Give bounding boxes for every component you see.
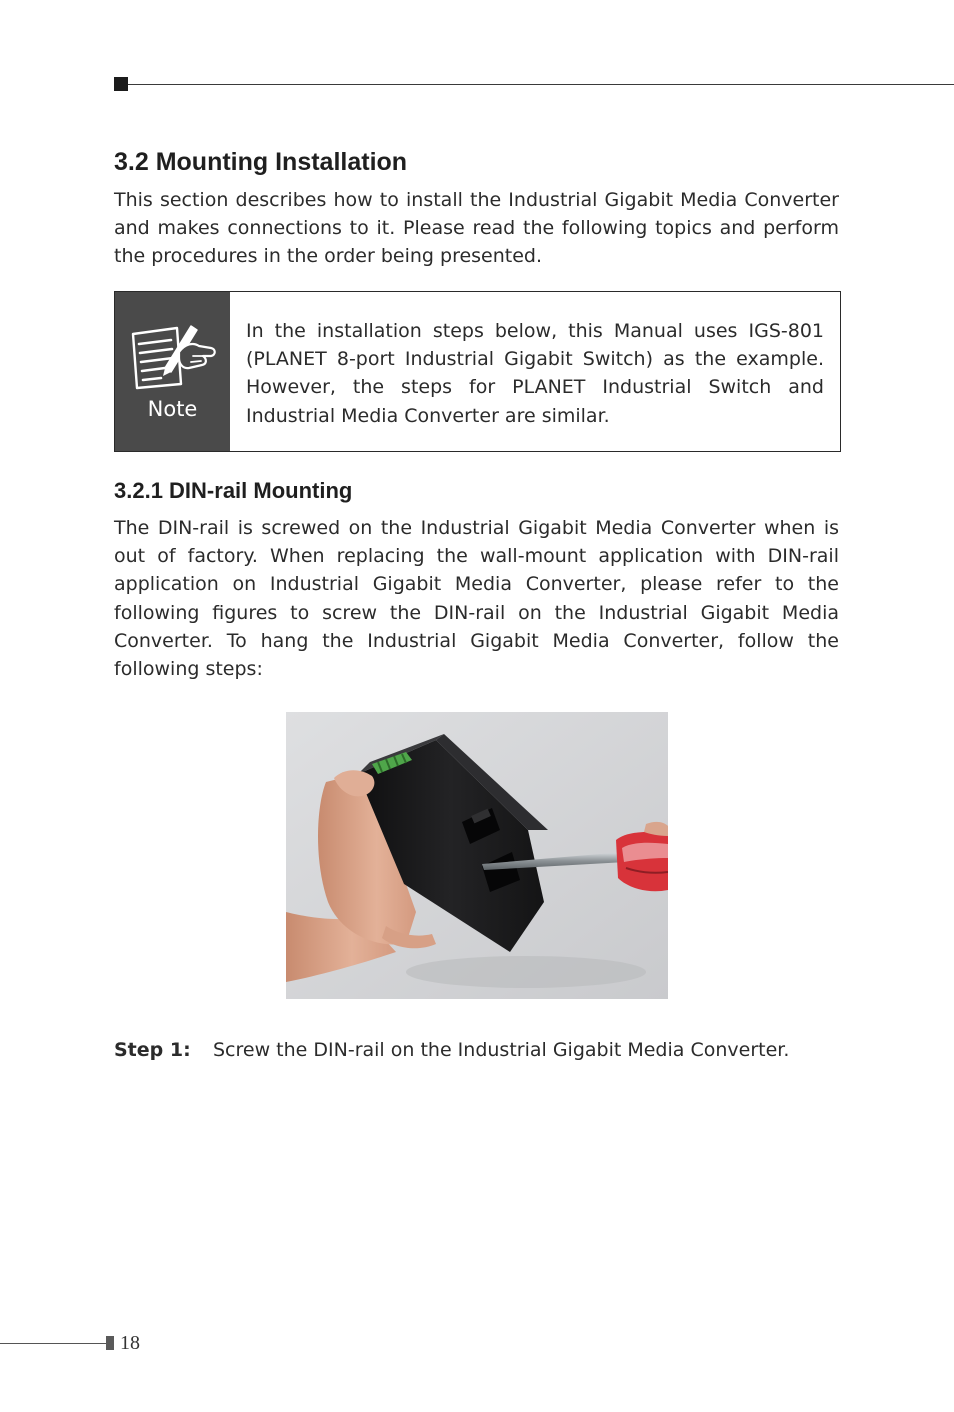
footer-rule bbox=[0, 1343, 106, 1344]
step-1 bbox=[114, 1036, 789, 1064]
step-1-text: Screw the DIN-rail on the Industrial Gigabit Media Converter. bbox=[213, 1039, 790, 1061]
subsection-body: The DIN-rail is screwed on the Industrial Gigabit Media Converter when is out of factory. When replacing the wall-mount application with DIN-rail application on Industrial Gigabit Media Converter, please refer to the following figures to screw the DIN-rail on the Industrial Gigabit Media Converter. To hang the Industrial Gigabit Media Converter, follow the following steps: bbox=[114, 517, 839, 681]
step-1-label: Step 1: bbox=[114, 1039, 191, 1061]
note-box bbox=[114, 291, 841, 452]
footer-square-mark bbox=[106, 1336, 114, 1350]
note-text: In the installation steps below, this Manual uses IGS-801 (PLANET 8-port Industrial Gigabit Switch) as the example. However, the steps for PLANET Industrial Switch and Industrial Media Converter are similar. bbox=[246, 320, 824, 427]
section-title: 3.2 Mounting Installation bbox=[114, 148, 408, 176]
subsection-title: 3.2.1 DIN-rail Mounting bbox=[114, 478, 353, 503]
header-square-mark bbox=[114, 77, 128, 91]
header-rule bbox=[128, 84, 954, 85]
din-rail-screwing-photo bbox=[286, 712, 668, 999]
note-label: Note bbox=[147, 397, 198, 421]
note-panel bbox=[115, 292, 230, 451]
page-number: 18 bbox=[120, 1332, 140, 1354]
section-intro: This section describes how to install the Industrial Gigabit Media Converter and makes connections to it. Please read the following topics and perform the procedures in the order being presented. bbox=[114, 189, 839, 268]
note-writing-icon bbox=[127, 322, 219, 390]
